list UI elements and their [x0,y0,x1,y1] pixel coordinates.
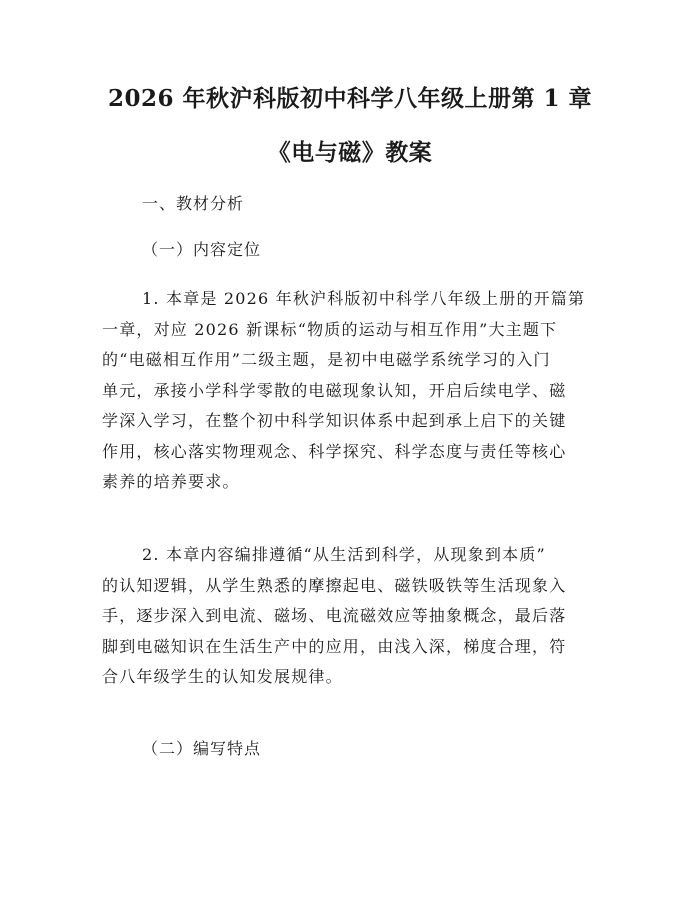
document-title-line-2: 《电与磁》教案 [267,139,433,166]
document-title-line-1: 2026 年秋沪科版初中科学八年级上册第 1 章 [107,85,593,112]
paragraph-1-line: 的“电磁相互作用”二级主题，是初中电磁学系统学习的入门 [102,350,551,369]
paragraph-2 [102,540,602,693]
paragraph-1 [102,284,602,498]
paragraph-1-line: 素养的培养要求。 [102,472,240,491]
paragraph-2-line: 的认知逻辑，从学生熟悉的摩擦起电、磁铁吸铁等生活现象入 [102,575,567,595]
paragraph-2-line: 手，逐步深入到电流、磁场、电流磁效应等抽象概念，最后落 [102,606,567,625]
subsection-heading-content-positioning: （一）内容定位 [142,240,262,259]
paragraph-2-line: 合八年级学生的认知发展规律。 [102,667,343,686]
paragraph-2-line: 脚到电磁知识在生活生产中的应用，由浅入深，梯度合理，符 [102,636,567,656]
paragraph-1-line: 作用，核心落实物理观念、科学探究、科学态度与责任等核心 [102,441,567,461]
subsection-heading-writing-features: （二）编写特点 [142,739,262,758]
section-heading-textbook-analysis: 一、教材分析 [142,194,245,213]
paragraph-1-line: 一章，对应 2026 新课标“物质的运动与相互作用”大主题下 [102,319,558,339]
paragraph-1-line: 学深入学习，在整个初中科学知识体系中起到承上启下的关键 [102,411,567,430]
paragraph-2-line: 2. 本章内容编排遵循“从生活到科学，从现象到本质” [142,545,546,564]
paragraph-1-line: 单元，承接小学科学零散的电磁现象认知，开启后续电学、磁 [102,380,567,400]
paragraph-1-line: 1. 本章是 2026 年秋沪科版初中科学八年级上册的开篇第 [142,289,586,308]
